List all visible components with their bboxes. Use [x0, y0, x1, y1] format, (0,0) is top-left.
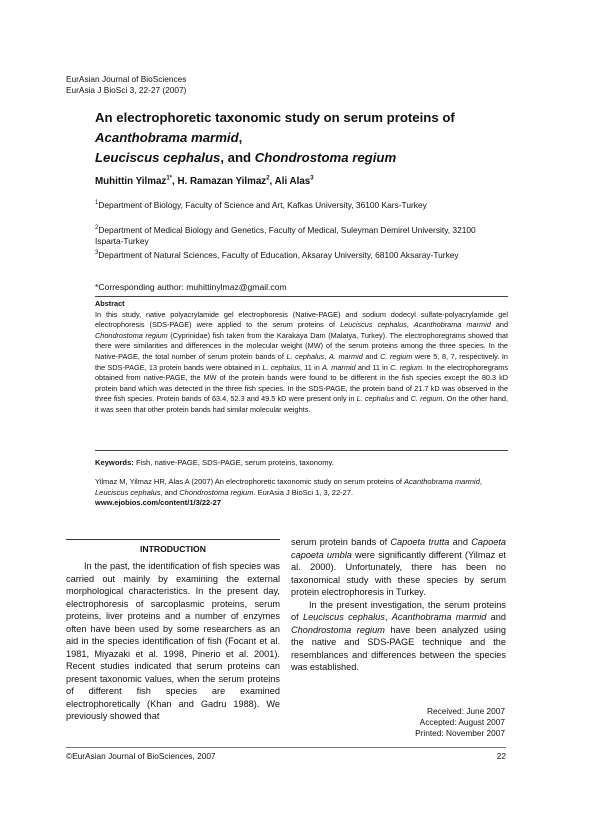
- affiliation: $^2$Department of Medical Biology and Genetics, Faculty of Medical, Suleyman Demirel University, 32100 Isparta-Turkey: [95, 225, 476, 246]
- body-column-left: In the past, the identification of fish species was carried out mainly by examining the external morphological characteristics. In the present day, electrophoresis of sarcoplasmic proteins, serum proteins, liver proteins and a number of enzymes often have been used by some researchers as an aid in the species identification of fish (Focant et al. 1981, Miyazaki et al. 1998, Pinerio et al. 2001). Recent studies indicated that serum proteins can present taxonomic values, when the serum proteins of different fish species are examined electrophoretically (Khan and Gadru 1988). We previously showed that: [66, 561, 280, 721]
- author-list: Muhittin Yilmaz$^{1*}$, H. Ramazan Yilmaz$^2$, Ali Alas$^3$: [95, 175, 314, 187]
- accepted-date: Accepted: August 2007: [419, 717, 505, 727]
- keywords: Keywords: Fish, native-PAGE, SDS-PAGE, serum proteins, taxonomy.: [95, 458, 334, 467]
- author: H. Ramazan Yilmaz: [177, 176, 267, 187]
- journal-header: [66, 74, 186, 96]
- abstract-heading: Abstract: [95, 299, 125, 308]
- journal-name: EurAsian Journal of BioSciences: [66, 74, 187, 84]
- paper-title: An electrophoretic taxonomic study on serum proteins of Acanthobrama marmid, Leuciscus cephalus, and Chondrostoma regium: [95, 110, 455, 165]
- divider: [66, 747, 506, 748]
- printed-date: Printed: November 2007: [415, 728, 505, 738]
- affiliation: $^1$Department of Biology, Faculty of Science and Art, Kafkas University, 36100 Kars-Turkey: [95, 200, 427, 210]
- article-dates: [380, 706, 505, 739]
- divider: [66, 539, 280, 540]
- section-heading-introduction: INTRODUCTION: [140, 544, 206, 554]
- citation: Yilmaz M, Yilmaz HR, Alas A (2007) An electrophoretic taxonomic study on serum proteins of Acanthobrama marmid, Leuciscus cephalus, and Chondrostoma regium. EurAsia J BioSci 1, 3, 22-27. www.ejobios.com/content/1/3/22-27: [95, 477, 508, 509]
- journal-citation: EurAsia J BioSci 3, 22-27 (2007): [66, 85, 187, 95]
- divider: [95, 450, 508, 451]
- affiliation: $^3$Department of Natural Sciences, Faculty of Education, Aksaray University, 68100 Aksaray-Turkey: [95, 250, 459, 260]
- divider: [95, 296, 508, 297]
- footer-copyright: ©EurAsian Journal of BioSciences, 2007: [66, 751, 216, 761]
- author: Ali Alas: [274, 176, 311, 187]
- corresponding-author: *Corresponding author: muhittinylmaz@gmail.com: [95, 282, 287, 292]
- abstract: Abstract In this study, native polyacrylamide gel electrophoresis (Native-PAGE) and sodium dodecyl sulfate-polyacrylamide gel electrophoresis (SDS-PAGE) were applied to the serum proteins of Leuciscus cephalus, Acanthobrama marmid and Chondrostoma regium (Cyprinidae) fish taken from the Karakaya Dam (Malatya, Turkey). The electrophoregrams showed that there were similarities and differences in the molecular weight (MW) of the serum proteins among the three species. In the Native-PAGE, the total number of serum protein bands of L. cephalus, A. marmid and C. regium were 5, 8, 7, respectively. In the SDS-PAGE, 13 protein bands were obtained in L. cephalus, 11 in A. marmid and 11 in C. regium. In the electrophoregrams obtained from native-PAGE, the MW of the protein bands were found to be different in the fish species except the 80.3 kD protein band which was detected in the three fish species. In the SDS-PAGE, the protein band of 21.7 kD was observed in the three fish species. Protein bands of 63.4, 52.3 and 49.5 kD were present only in L. cephalus and C. regium. On the other hand, it was seen that other protein bands had similar molecular weights.: [95, 299, 509, 414]
- page-number: 22: [496, 751, 506, 761]
- author: Muhittin Yilmaz: [95, 176, 167, 187]
- body-column-right: serum protein bands of Capoeta trutta and Capoeta capoeta umbla were significantly different (Yilmaz et al. 2000). Unfortunately, there has been no taxonomical study with these species by serum protein electrophoresis in Turkey. In the present investigation, the serum proteins of Leuciscus cephalus, Acanthobrama marmid and Chondrostoma regium have been analyzed using the native and SDS-PAGE technique and the resemblances and differences between the species was established.: [291, 537, 507, 672]
- received-date: Received: June 2007: [427, 706, 505, 716]
- article-url[interactable]: www.ejobios.com/content/1/3/22-27: [95, 498, 222, 507]
